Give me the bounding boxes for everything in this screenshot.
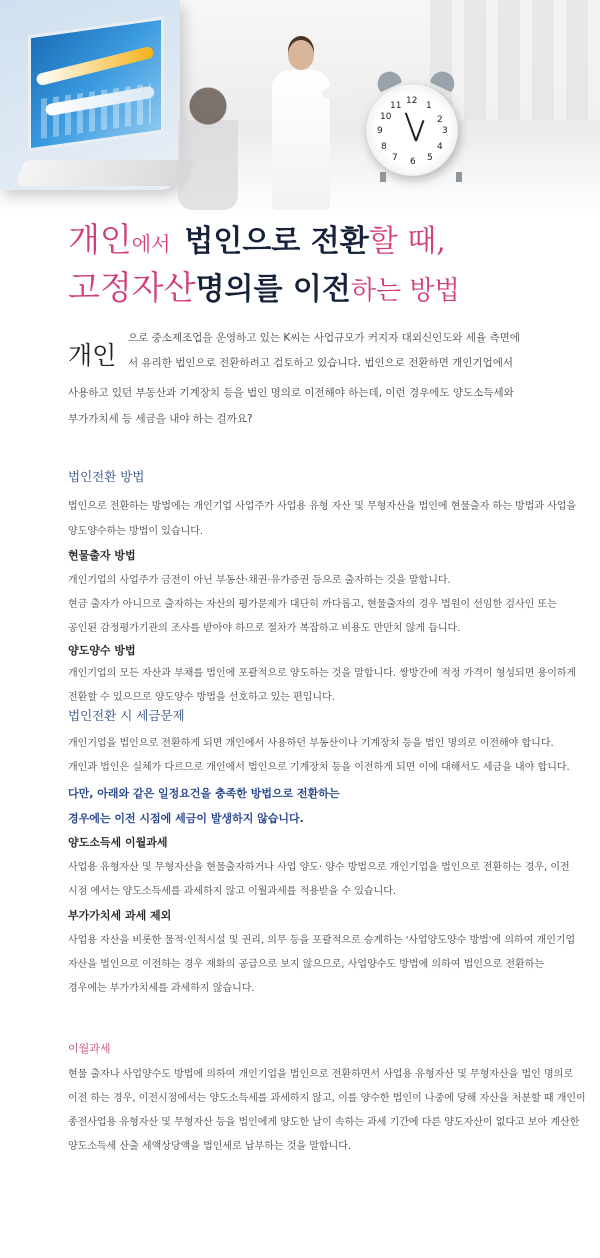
- businesswoman-figure: [250, 40, 350, 215]
- clock-number: 11: [390, 101, 402, 111]
- clock-number: 12: [406, 96, 418, 106]
- subsection-heading: 부가가치세 과세 제외: [68, 909, 172, 922]
- clock-hour-hand: [415, 120, 424, 141]
- intro-big-word: 개인: [68, 341, 117, 370]
- section-heading: 이월과세: [68, 1042, 111, 1055]
- subsection-heading: 현물출자 방법: [68, 549, 136, 562]
- section-deferred-taxation: 이월과세 현물 출자나 사업양수도 방법에 의하여 개인기업을 법인으로 전환하면서 사업용 유형자산 및 무형자산을 법인 명의로 이전 하는 경우, 이전시점에서는 양도소득세를 과세하지 않고, 이를 양수한 법인이 나중에 당해 자산을 처분할 때 개인이 종전사업용 유형자산 및 무형자산 등을 법인에게 양도한 날이 속하는 과세 기간에 다른 양도자산이 없다고 보아 계산한 양도소득세 산출 세액상당액을 법인세로 납부하는 것을 말합니다.: [68, 1042, 586, 1152]
- clock-number: 9: [377, 126, 383, 136]
- page-title: [0, 212, 600, 312]
- highlight-text: 경우에는 이전 시점에 세금이 발생하지 않습니다.: [68, 812, 304, 825]
- section-heading: 법인전환 시 세금문제: [68, 708, 185, 723]
- subsection-heading: 양도소득세 이월과세: [68, 836, 168, 849]
- clock-number: 4: [437, 142, 443, 152]
- clock-number: 2: [437, 115, 443, 125]
- alarm-clock-icon: [362, 72, 470, 190]
- title-line-2: 고정자산명의를 이전하는 방법: [68, 268, 460, 307]
- section-conversion-methods: 법인전환 방법 법인으로 전환하는 방법에는 개인기업 사업주가 사업용 유형 자산 및 무형자산을 법인에 현물출자 하는 방법과 사업을 양도양수하는 방법이 있습니다. 현물출자 방법 개인기업의 사업주가 금전이 아닌 부동산·채권·유가증권 등으로 출자하는 것을 말합니다. 현금 출자가 아니므로 출자하는 자산의 평가문제가 대단히 까다롭고, 현물출자의 경우 법원이 선임한 검사인 또는 공인된 감정평가기관의 조사를 받아야 하므로 절차가 복잡하고 비용도 만만치 않게 듭니다. 양도양수 방법 개인기업의 모든 자산과 부채를 법인에 포괄적으로 양도하는 것을 말합니다. 쌍방간에 적정 가격이 형성되면 용이하게 전환할 수 있으므로 양도양수 방법을 선호하고 있는 편입니다.: [68, 469, 577, 703]
- intro-paragraph: 개인 으로 중소제조업을 운영하고 있는 K씨는 사업규모가 커지자 대외신인도와 세율 측면에 서 유리한 법인으로 전환하려고 검토하고 있습니다. 법인으로 전환하면 개인기업에서 사용하고 있던 부동산과 기계장치 등을 법인 명의로 이전해야 하는데, 이런 경우에도 양도소득세와 부가가치세 등 세금을 내야 하는 걸까요?: [68, 332, 520, 425]
- clock-minute-hand: [405, 112, 417, 141]
- section-tax-issues: 법인전환 시 세금문제 개인기업을 법인으로 전환하게 되면 개인에서 사용하던 부동산이나 기계장치 등을 법인 명의로 이전해야 합니다. 개인과 법인은 실체가 다르므로 개인에서 법인으로 기계장치 등을 이전하게 되면 이에 대해서도 세금을 내야 합니다. 다만, 아래와 같은 일정요건을 충족한 방법으로 전환하는 경우에는 이전 시점에 세금이 발생하지 않습니다. 양도소득세 이월과세 사업용 유형자산 및 무형자산을 현물출자하거나 사업 양도· 양수 방법으로 개인기업을 법인으로 전환하는 경우, 이전 시점 에서는 양도소득세를 과세하지 않고 이월과세를 적용받을 수 있습니다. 부가가치세 과세 제외 사업용 자산을 비롯한 물적·인적시설 및 권리, 의무 등을 포괄적으로 승계하는 '사업양도양수 방법'에 의하여 개인기업 자산을 법인으로 이전하는 경우 재화의 공급으로 보지 않으므로, 사업양수도 방법에 의하여 법인으로 전환하는 경우에는 부가가치세를 과세하지 않습니다.: [68, 708, 576, 994]
- clock-number: 3: [442, 126, 448, 136]
- clock-face: [366, 84, 458, 176]
- title-line-1: 개인에서 법인으로 전환할 때,: [68, 220, 446, 259]
- section-heading: 법인전환 방법: [68, 469, 145, 484]
- subsection-heading: 양도양수 방법: [68, 644, 136, 657]
- highlight-text: 다만, 아래와 같은 일정요건을 충족한 방법으로 전환하는: [68, 787, 340, 800]
- monitor-base: [16, 160, 194, 186]
- clock-number: 7: [392, 153, 398, 163]
- hero-banner-image: [0, 0, 600, 215]
- clock-number: 1: [426, 101, 432, 111]
- clock-number: 8: [381, 142, 387, 152]
- businessman-figure: [178, 80, 238, 210]
- monitor-screen: [28, 16, 164, 151]
- clock-number: 5: [427, 153, 433, 163]
- clock-number: 10: [380, 112, 392, 122]
- clock-number: 6: [410, 157, 416, 167]
